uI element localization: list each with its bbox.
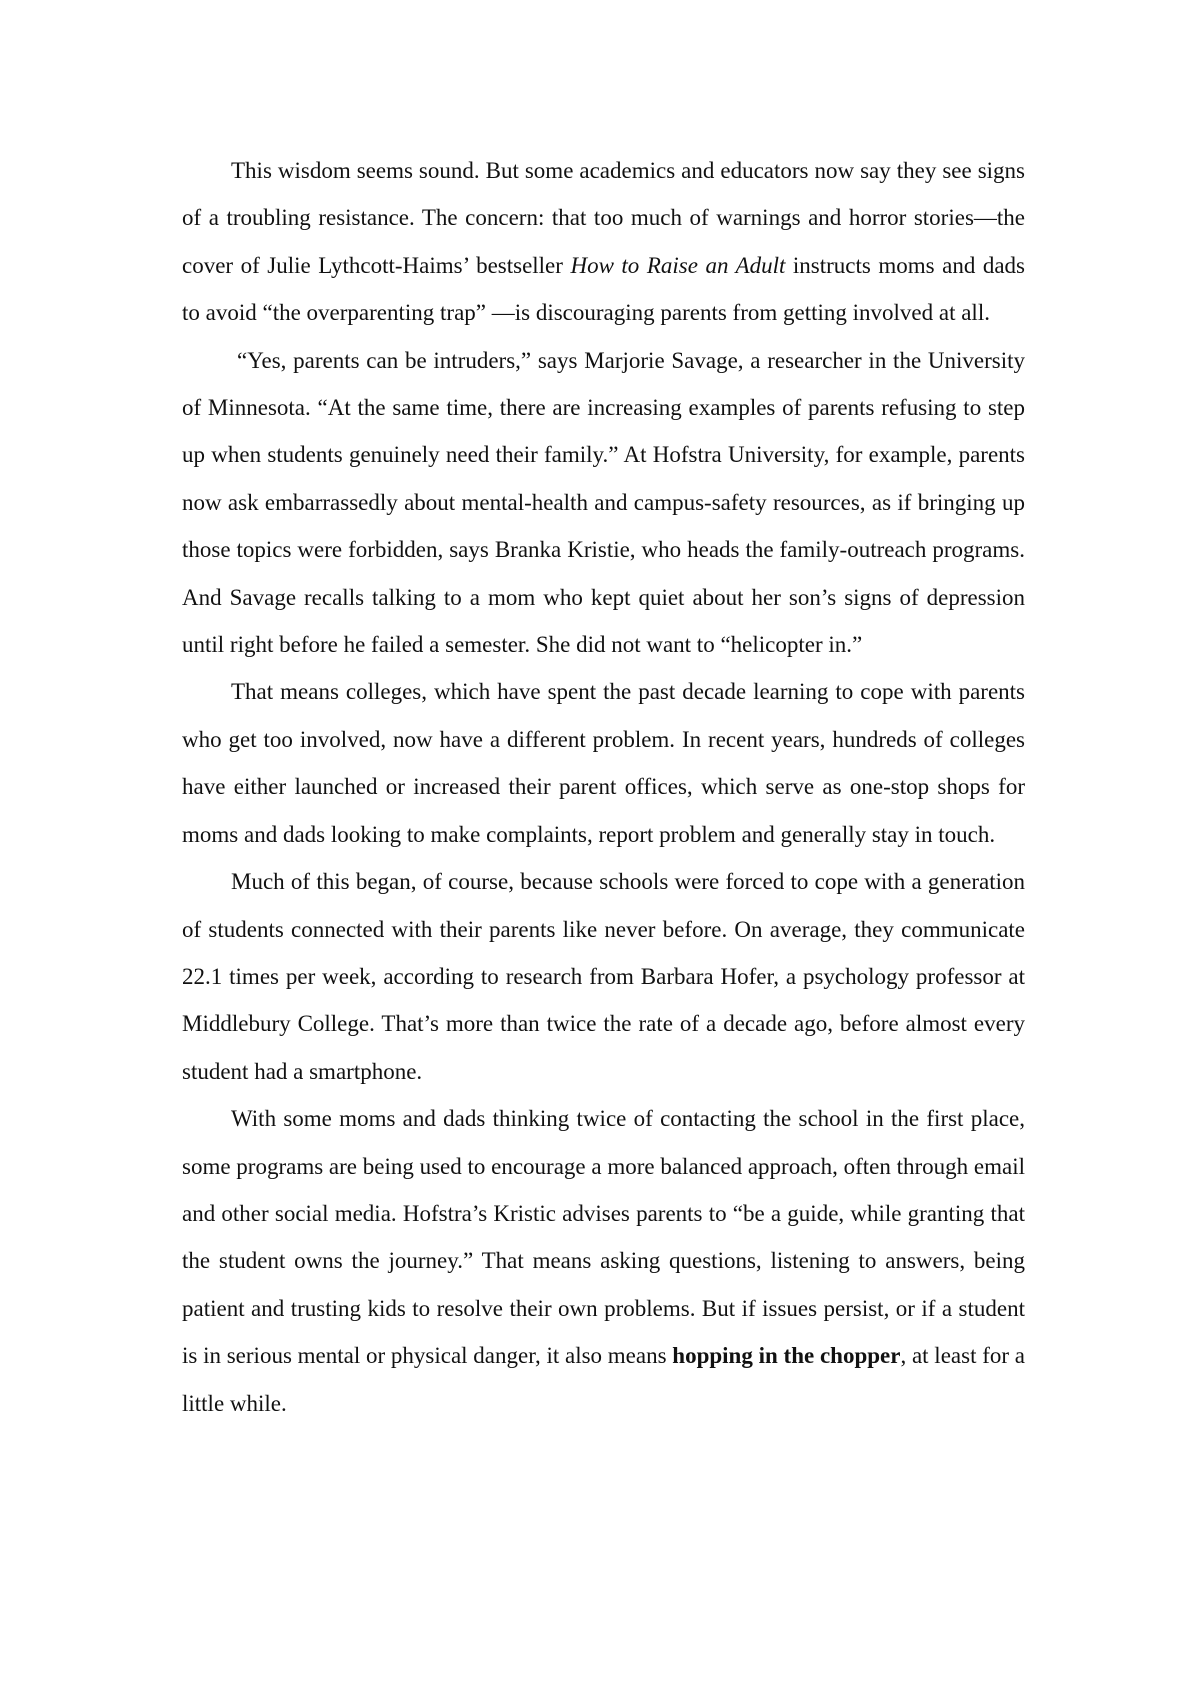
paragraph-1	[182, 147, 1025, 337]
paragraph-5	[182, 1095, 1025, 1427]
paragraph-4: Much of this began, of course, because schools were forced to cope with a generation of students connected with their parents like never before. On average, they communicate 22.1 times per week, according to research from Barbara Hofer, a psychology professor at Middlebury College. That’s more than twice the rate of a decade ago, before almost every student had a smartphone.	[182, 869, 1025, 1084]
paragraph-3: That means colleges, which have spent the past decade learning to cope with parents who get too involved, now have a different problem. In recent years, hundreds of colleges have either launched or increased their parent offices, which serve as one-stop shops for moms and dads looking to make complaints, report problem and generally stay in touch.	[182, 679, 1025, 847]
paragraph-5-text-start: With some moms and dads thinking twice of contacting the school in the first place, some programs are being used to encourage a more balanced approach, often through email and other social media. Hofstra’s Kristic advises parents to “be a guide, while granting that the student owns the journey.” That means asking questions, listening to answers, being patient and trusting kids to resolve their own problems. But if issues persist, or if a student is in serious mental or physical danger, it also means	[182, 1106, 1026, 1369]
paragraph-1-text-end: instructs moms and dads to avoid “the overparenting trap” —is discouraging parents from getting involved at all.	[182, 252, 1026, 326]
book-title: How to Raise an Adult	[570, 252, 786, 278]
paragraph-1-text-start: This wisdom seems sound. But some academics and educators now say they see signs of a troubling resistance. The concern: that too much of warnings and horror stories—the cover of Julie Lythcott-Haims’ bestseller	[182, 158, 1025, 278]
paragraph-2: “Yes, parents can be intruders,” says Marjorie Savage, a researcher in the University of Minnesota. “At the same time, there are increasing examples of parents refusing to step up when students genuinely need their family.” At Hofstra University, for example, parents now ask embarrassedly about mental-health and campus-safety resources, as if bringing up those topics were forbidden, says Branka Kristie, who heads the family-outreach programs. And Savage recalls talking to a mom who kept quiet about her son’s signs of depression until right before he failed a semester. She did not want to “helicopter in.”	[182, 347, 1025, 658]
document-page	[182, 147, 1025, 1427]
bold-phrase: hopping in the chopper	[672, 1343, 901, 1369]
paragraph-5-text-end: , at least for a little while.	[182, 1343, 1025, 1416]
